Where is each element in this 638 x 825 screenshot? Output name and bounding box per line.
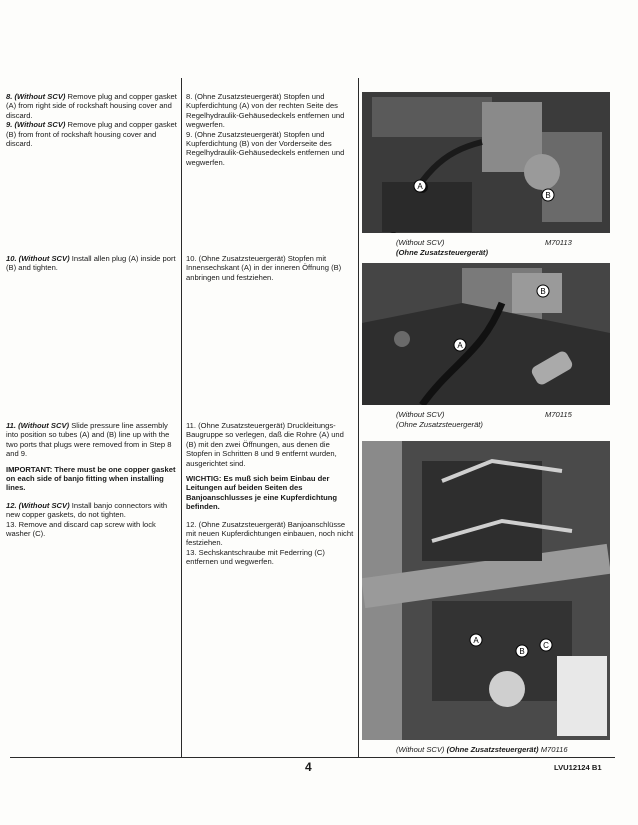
figure-photo-1	[362, 92, 610, 233]
figure-3-code: M70116	[540, 745, 568, 754]
step-9-tag: 9. (Without SCV)	[6, 120, 66, 130]
figure-2-label-b	[537, 285, 549, 297]
svg-text:B: B	[519, 647, 525, 656]
step-12-de: 12. (Ohne Zusatzsteuergerät) Banjoanschlüsse mit neuen Kupferdichtungen einbauen, noch nicht festziehen.	[186, 519, 354, 548]
figure-3-label-b	[516, 645, 528, 657]
figure-1-caption-en: (Without SCV)	[396, 238, 445, 247]
step-13-de: 13. Sechskantschraube mit Federring (C) entfernen und wegwerfen.	[186, 547, 325, 567]
step-10-de	[186, 254, 356, 282]
document-id: LVU12124 B1	[554, 763, 602, 772]
step-9-de: 9. (Ohne Zusatzsteuergerät) Stopfen und Kupferdichtung (B) von der Vorderseite des Regelhydraulik-Gehäusedeckels entfernen und wegwerfen.	[186, 129, 345, 167]
step-10-en	[6, 254, 178, 273]
step-8-tag: 8. (Without SCV)	[6, 92, 66, 101]
important-note: IMPORTANT: There must be one copper gasket on each side of banjo fitting when installing lines.	[6, 464, 176, 493]
step-8-de: 8. (Ohne Zusatzsteuergerät) Stopfen und Kupferdichtung (A) von der rechten Seite des Regelhydraulik-Gehäusedeckels entfernen und wegwerfen.	[186, 92, 345, 130]
wichtig-note: WICHTIG: Es muß sich beim Einbau der Leitungen auf beiden Seiten des Banjoanschlusses je eine Kupferdichtung befinden.	[186, 474, 338, 512]
figure-3-label-a	[470, 634, 482, 646]
column-divider-2	[358, 78, 359, 758]
svg-text:A: A	[417, 182, 423, 191]
step-12-tag: 12. (Without SCV)	[6, 500, 70, 510]
svg-text:B: B	[540, 287, 546, 296]
step-9-text: Remove plug and copper gasket (B) from front of rockshaft housing cover and discard.	[6, 120, 177, 149]
step-10-text: Install allen plug (A) inside port (B) and tighten.	[6, 254, 176, 273]
figure-photo-3	[362, 441, 610, 740]
step-8-text: Remove plug and copper gasket (A) from right side of rockshaft housing cover and discard.	[6, 92, 177, 120]
svg-text:A: A	[473, 636, 479, 645]
figure-1-caption-de: (Ohne Zusatzsteuergerät)	[396, 248, 488, 257]
figure-3-caption-de: (Ohne Zusatzsteuergerät)	[446, 745, 539, 754]
svg-text:A: A	[457, 341, 463, 350]
figure-2-caption-de: (Ohne Zusatzsteuergerät)	[396, 420, 483, 429]
figure-3-caption-en: (Without SCV)	[396, 745, 445, 754]
figure-1-code: M70113	[545, 238, 572, 247]
step-11-tag: 11. (Without SCV)	[6, 421, 70, 430]
step-11-13-de	[186, 421, 356, 567]
figure-photo-2	[362, 263, 610, 405]
step-13-text: 13. Remove and discard cap screw with lock washer (C).	[6, 519, 156, 539]
column-divider-1	[181, 78, 182, 758]
step-8-9-en	[6, 92, 178, 148]
svg-text:B: B	[545, 191, 551, 200]
footer-rule	[10, 757, 615, 758]
figure-1-label-b	[542, 189, 554, 201]
figure-2-caption-en: (Without SCV)	[396, 410, 445, 419]
step-10-tag: 10. (Without SCV)	[6, 254, 70, 263]
figure-2-code: M70115	[545, 410, 572, 419]
step-11-text: Slide pressure line assembly into position so tubes (A) and (B) line up with the two ports that plugs were removed from in Step 8 and 9.	[6, 421, 172, 459]
step-12-text: Install banjo connectors with new copper gaskets, do not tighten.	[6, 500, 168, 520]
figure-3-label-c	[540, 639, 552, 651]
step-11-13-en	[6, 421, 178, 538]
svg-text:C: C	[543, 641, 549, 650]
figure-3-caption	[396, 745, 568, 754]
figure-2-label-a	[454, 339, 466, 351]
figure-1-label-a	[414, 180, 426, 192]
step-10-de-text: 10. (Ohne Zusatzsteuergerät) Stopfen mit Innensechskant (A) in der inneren Öffnung (B) anbringen und festziehen.	[186, 254, 342, 282]
page-number: 4	[305, 760, 312, 774]
step-8-9-de	[186, 92, 356, 167]
step-11-de: 11. (Ohne Zusatzsteuergerät) Druckleitungs-Baugruppe so verlegen, daß die Rohre (A) und (B) mit den zwei Öffnungen, aus denen die Stopfen in Schritten 8 und 9 entfernt wurden, ausgerichtet sind.	[186, 421, 344, 468]
